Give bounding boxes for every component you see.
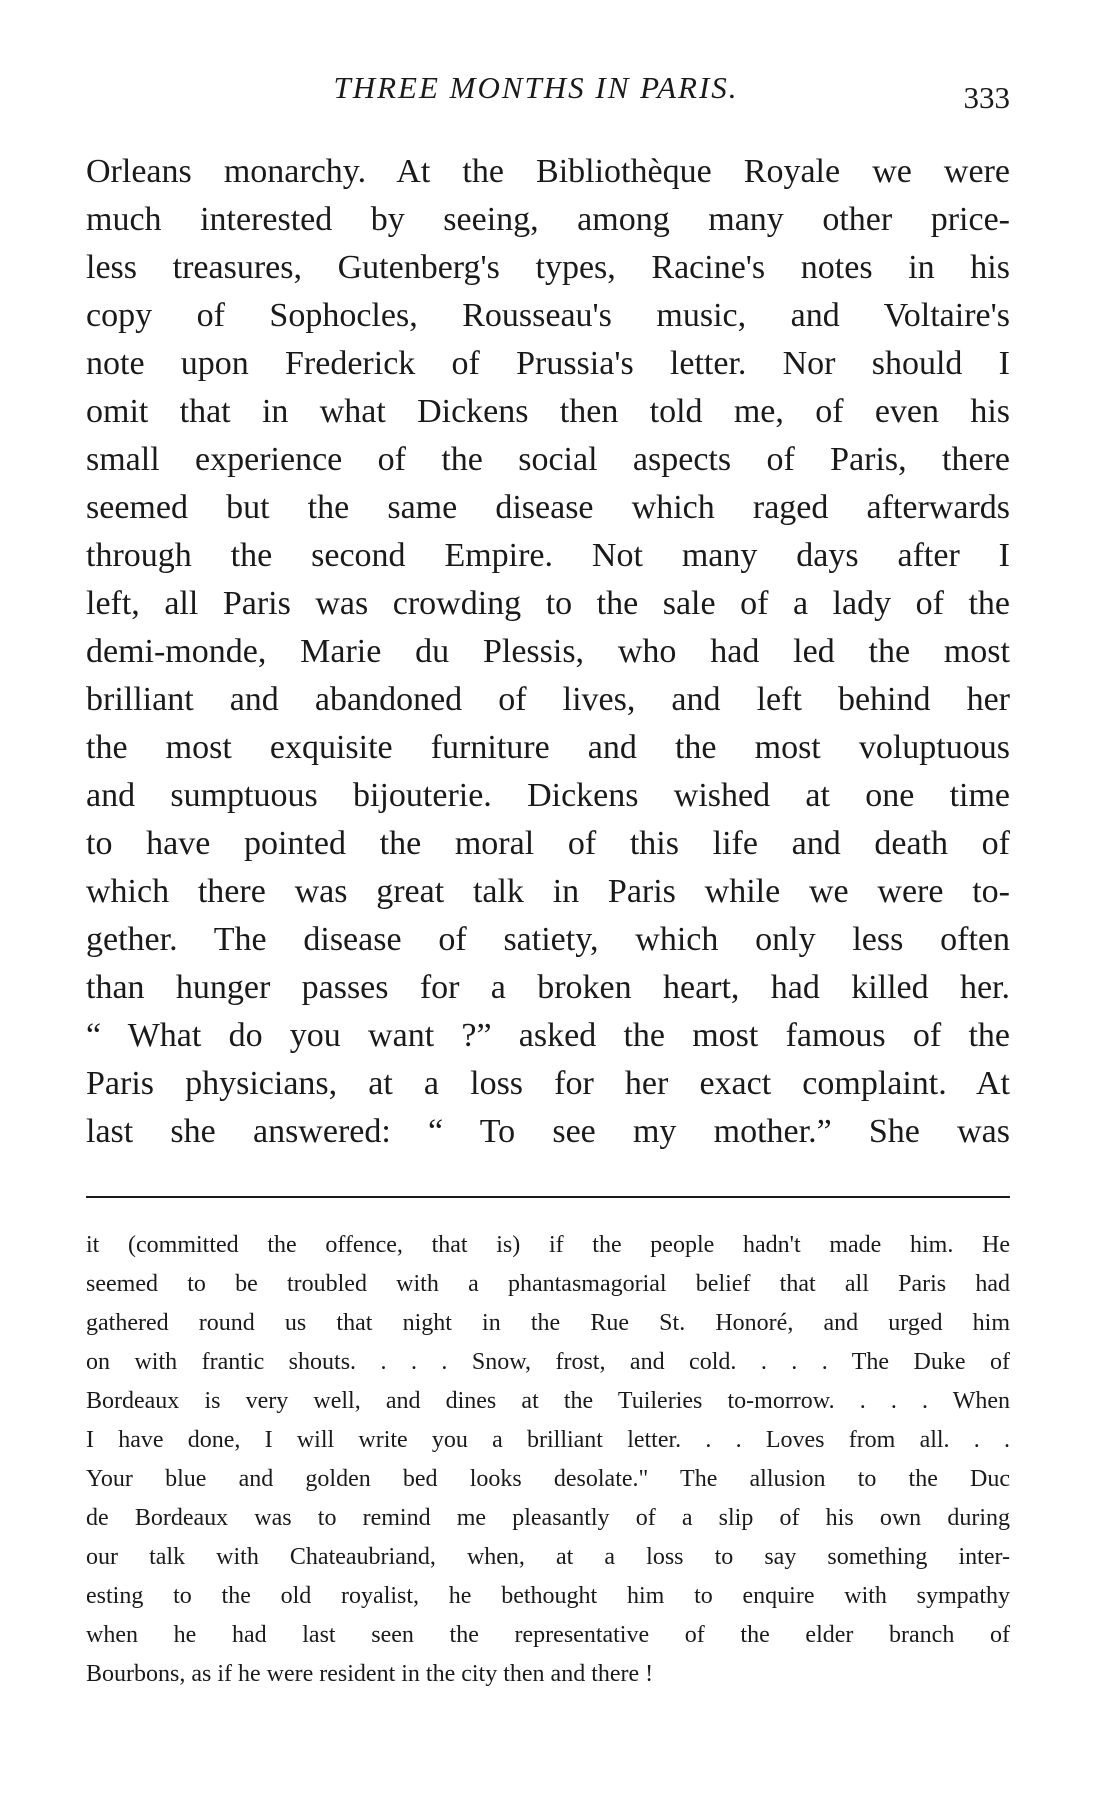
- text-line: much interested by seeing, among many other price-: [86, 201, 1010, 238]
- text-line: gether. The disease of satiety, which only less often: [86, 921, 1010, 958]
- footnote-line: de Bordeaux was to remind me pleasantly of a slip of his own during: [86, 1505, 1010, 1531]
- footnote-line: I have done, I will write you a brilliant letter. . . Loves from all. . .: [86, 1427, 1010, 1453]
- text-line: copy of Sophocles, Rousseau's music, and Voltaire's: [86, 297, 1010, 334]
- page-number: 333: [963, 80, 1010, 115]
- footnote-line: esting to the old royalist, he bethought him to enquire with sympathy: [86, 1583, 1010, 1609]
- footnote-line: our talk with Chateaubriand, when, at a loss to say something inter-: [86, 1544, 1010, 1570]
- text-line: the most exquisite furniture and the most voluptuous: [86, 729, 1010, 766]
- text-line: which there was great talk in Paris while we were to-: [86, 873, 1010, 910]
- footnote-line: seemed to be troubled with a phantasmagorial belief that all Paris had: [86, 1271, 1010, 1297]
- footnote-line: Bordeaux is very well, and dines at the Tuileries to-morrow. . . . When: [86, 1388, 1010, 1414]
- text-line: last she answered: “ To see my mother.” She was: [86, 1113, 1010, 1150]
- text-line: to have pointed the moral of this life and death of: [86, 825, 1010, 862]
- footnote-line: when he had last seen the representative of the elder branch of: [86, 1622, 1010, 1648]
- text-line: demi-monde, Marie du Plessis, who had led the most: [86, 633, 1010, 670]
- text-line: omit that in what Dickens then told me, of even his: [86, 393, 1010, 430]
- footnote-line: on with frantic shouts. . . . Snow, frost, and cold. . . . The Duke of: [86, 1349, 1010, 1375]
- running-head: [86, 68, 1010, 116]
- footnote-line: Bourbons, as if he were resident in the city then and there !: [86, 1661, 654, 1687]
- footnote: [86, 1226, 1010, 1694]
- text-line: brilliant and abandoned of lives, and left behind her: [86, 681, 1010, 718]
- text-line: and sumptuous bijouterie. Dickens wished at one time: [86, 777, 1010, 814]
- text-line: seemed but the same disease which raged afterwards: [86, 489, 1010, 526]
- text-line: note upon Frederick of Prussia's letter. Nor should I: [86, 345, 1010, 382]
- main-text: [86, 148, 1010, 1156]
- footnote-line: gathered round us that night in the Rue St. Honoré, and urged him: [86, 1310, 1010, 1336]
- text-line: Paris physicians, at a loss for her exact complaint. At: [86, 1065, 1010, 1102]
- footnote-divider: [86, 1196, 1010, 1198]
- text-line: Orleans monarchy. At the Bibliothèque Royale we were: [86, 153, 1010, 190]
- text-line: through the second Empire. Not many days after I: [86, 537, 1010, 574]
- footnote-line: Your blue and golden bed looks desolate." The allusion to the Duc: [86, 1466, 1010, 1492]
- text-line: left, all Paris was crowding to the sale of a lady of the: [86, 585, 1010, 622]
- footnote-line: it (committed the offence, that is) if the people hadn't made him. He: [86, 1232, 1010, 1258]
- text-line: small experience of the social aspects of Paris, there: [86, 441, 1010, 478]
- running-title: THREE MONTHS IN PARIS.: [333, 70, 739, 105]
- text-line: less treasures, Gutenberg's types, Racine's notes in his: [86, 249, 1010, 286]
- text-line: “ What do you want ?” asked the most famous of the: [86, 1017, 1010, 1054]
- text-line: than hunger passes for a broken heart, had killed her.: [86, 969, 1010, 1006]
